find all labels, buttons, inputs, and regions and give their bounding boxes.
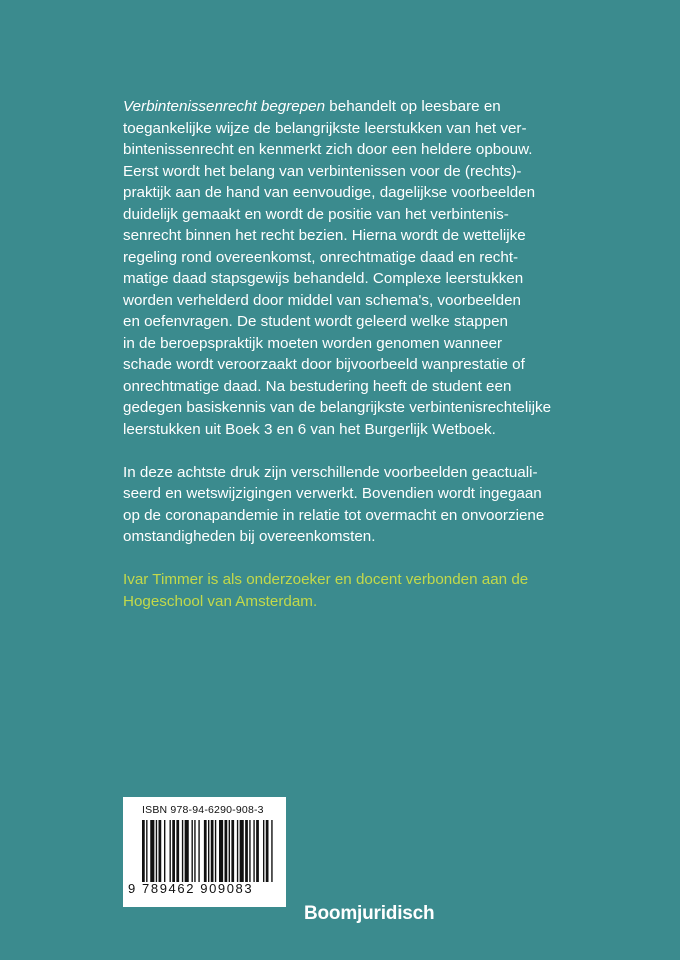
barcode-bar [150, 820, 154, 882]
barcode-bar [253, 820, 254, 882]
isbn-label: ISBN 978-94-6290-908-3 [142, 804, 264, 816]
barcode-bar [185, 820, 189, 882]
barcode-bar [249, 820, 250, 882]
barcode-bar [176, 820, 179, 882]
barcode-bar [172, 820, 175, 882]
barcode-icon [142, 820, 274, 882]
description-paragraph-2 [123, 462, 543, 548]
barcode-bar [204, 820, 207, 882]
text-line: op de coronapandemie in relatie tot overmacht en onvoorziene [123, 506, 545, 524]
barcode-bar [229, 820, 230, 882]
text-line: seerd en wetswijzigingen verwerkt. Bovendien wordt ingegaan [123, 485, 542, 502]
text-line-rest: behandelt op leesbare en [325, 98, 501, 115]
barcode-bar [182, 820, 183, 882]
text-line [123, 96, 543, 118]
text-line: Hogeschool van Amsterdam. [123, 592, 318, 610]
barcode-bar [240, 820, 244, 882]
text-line: matige daad stapsgewijs behandeld. Complexe leerstukken [123, 270, 524, 287]
barcode-bar [219, 820, 223, 882]
text-line: Ivar Timmer is als onderzoeker en docent verbonden aan de [123, 571, 529, 588]
text-line: praktijk aan de hand van eenvoudige, dagelijkse voorbeelden [123, 184, 536, 201]
barcode-bar [215, 820, 216, 882]
barcode-bar [231, 820, 234, 882]
text-line: In deze achtste druk zijn verschillende voorbeelden geactuali- [123, 463, 538, 481]
text-line: worden verhelderd door middel van schema's, voorbeelden [123, 291, 522, 309]
publisher-logo: Boomjuridisch [304, 903, 435, 924]
ean-digits: 9 789462 909083 [128, 881, 254, 896]
barcode-bar [142, 820, 145, 882]
barcode-bar [211, 820, 214, 882]
book-title-italic: Verbintenissenrecht begrepen [123, 98, 326, 115]
text-line: regeling rond overeenkomst, onrechtmatige daad en recht- [123, 248, 519, 266]
barcode-bar [208, 820, 209, 882]
barcode-bar [245, 820, 248, 882]
text-line: Eerst wordt het belang van verbintenissen voor de (rechts)- [123, 162, 522, 180]
text-line: senrecht binnen het recht bezien. Hierna wordt de wettelijke [123, 227, 526, 244]
text-line: duidelijk gemaakt en wordt de positie van het verbintenis- [123, 205, 509, 223]
barcode-bar [170, 820, 171, 882]
text-line: toegankelijke wijze de belangrijkste leerstukken van het ver- [123, 119, 527, 137]
text-line: in de beroepspraktijk moeten worden genomen wanneer [123, 334, 503, 352]
text-line: gedegen basiskennis van de belangrijkste verbintenisrechtelijke [123, 399, 552, 416]
barcode-bar [263, 820, 264, 882]
text-line: bintenissenrecht en kenmerkt zich door een heldere opbouw. [123, 141, 533, 158]
back-cover-description [123, 96, 552, 612]
barcode-bar [146, 820, 147, 882]
barcode-bar [156, 820, 157, 882]
text-line: en oefenvragen. De student wordt geleerd welke stappen [123, 313, 509, 330]
text-line: omstandigheden bij overeenkomsten. [123, 528, 376, 545]
author-note [123, 569, 543, 612]
barcode-bar [198, 820, 199, 882]
barcode-bar [271, 820, 272, 882]
barcode-bar [256, 820, 259, 882]
barcode-bar [159, 820, 162, 882]
text-line: onrechtmatige daad. Na bestudering heeft de student een [123, 377, 512, 395]
barcode-bar [237, 820, 238, 882]
description-paragraph-1 [123, 96, 552, 440]
barcode-bar [225, 820, 228, 882]
isbn-barcode-box [123, 797, 286, 907]
text-line: leerstukken uit Boek 3 en 6 van het Burgerlijk Wetboek. [123, 420, 496, 438]
barcode-bar [192, 820, 193, 882]
barcode-bar [194, 820, 195, 882]
barcode-bar [266, 820, 269, 882]
barcode-bar [164, 820, 165, 882]
text-line: schade wordt veroorzaakt door bijvoorbeeld wanprestatie of [123, 356, 525, 373]
